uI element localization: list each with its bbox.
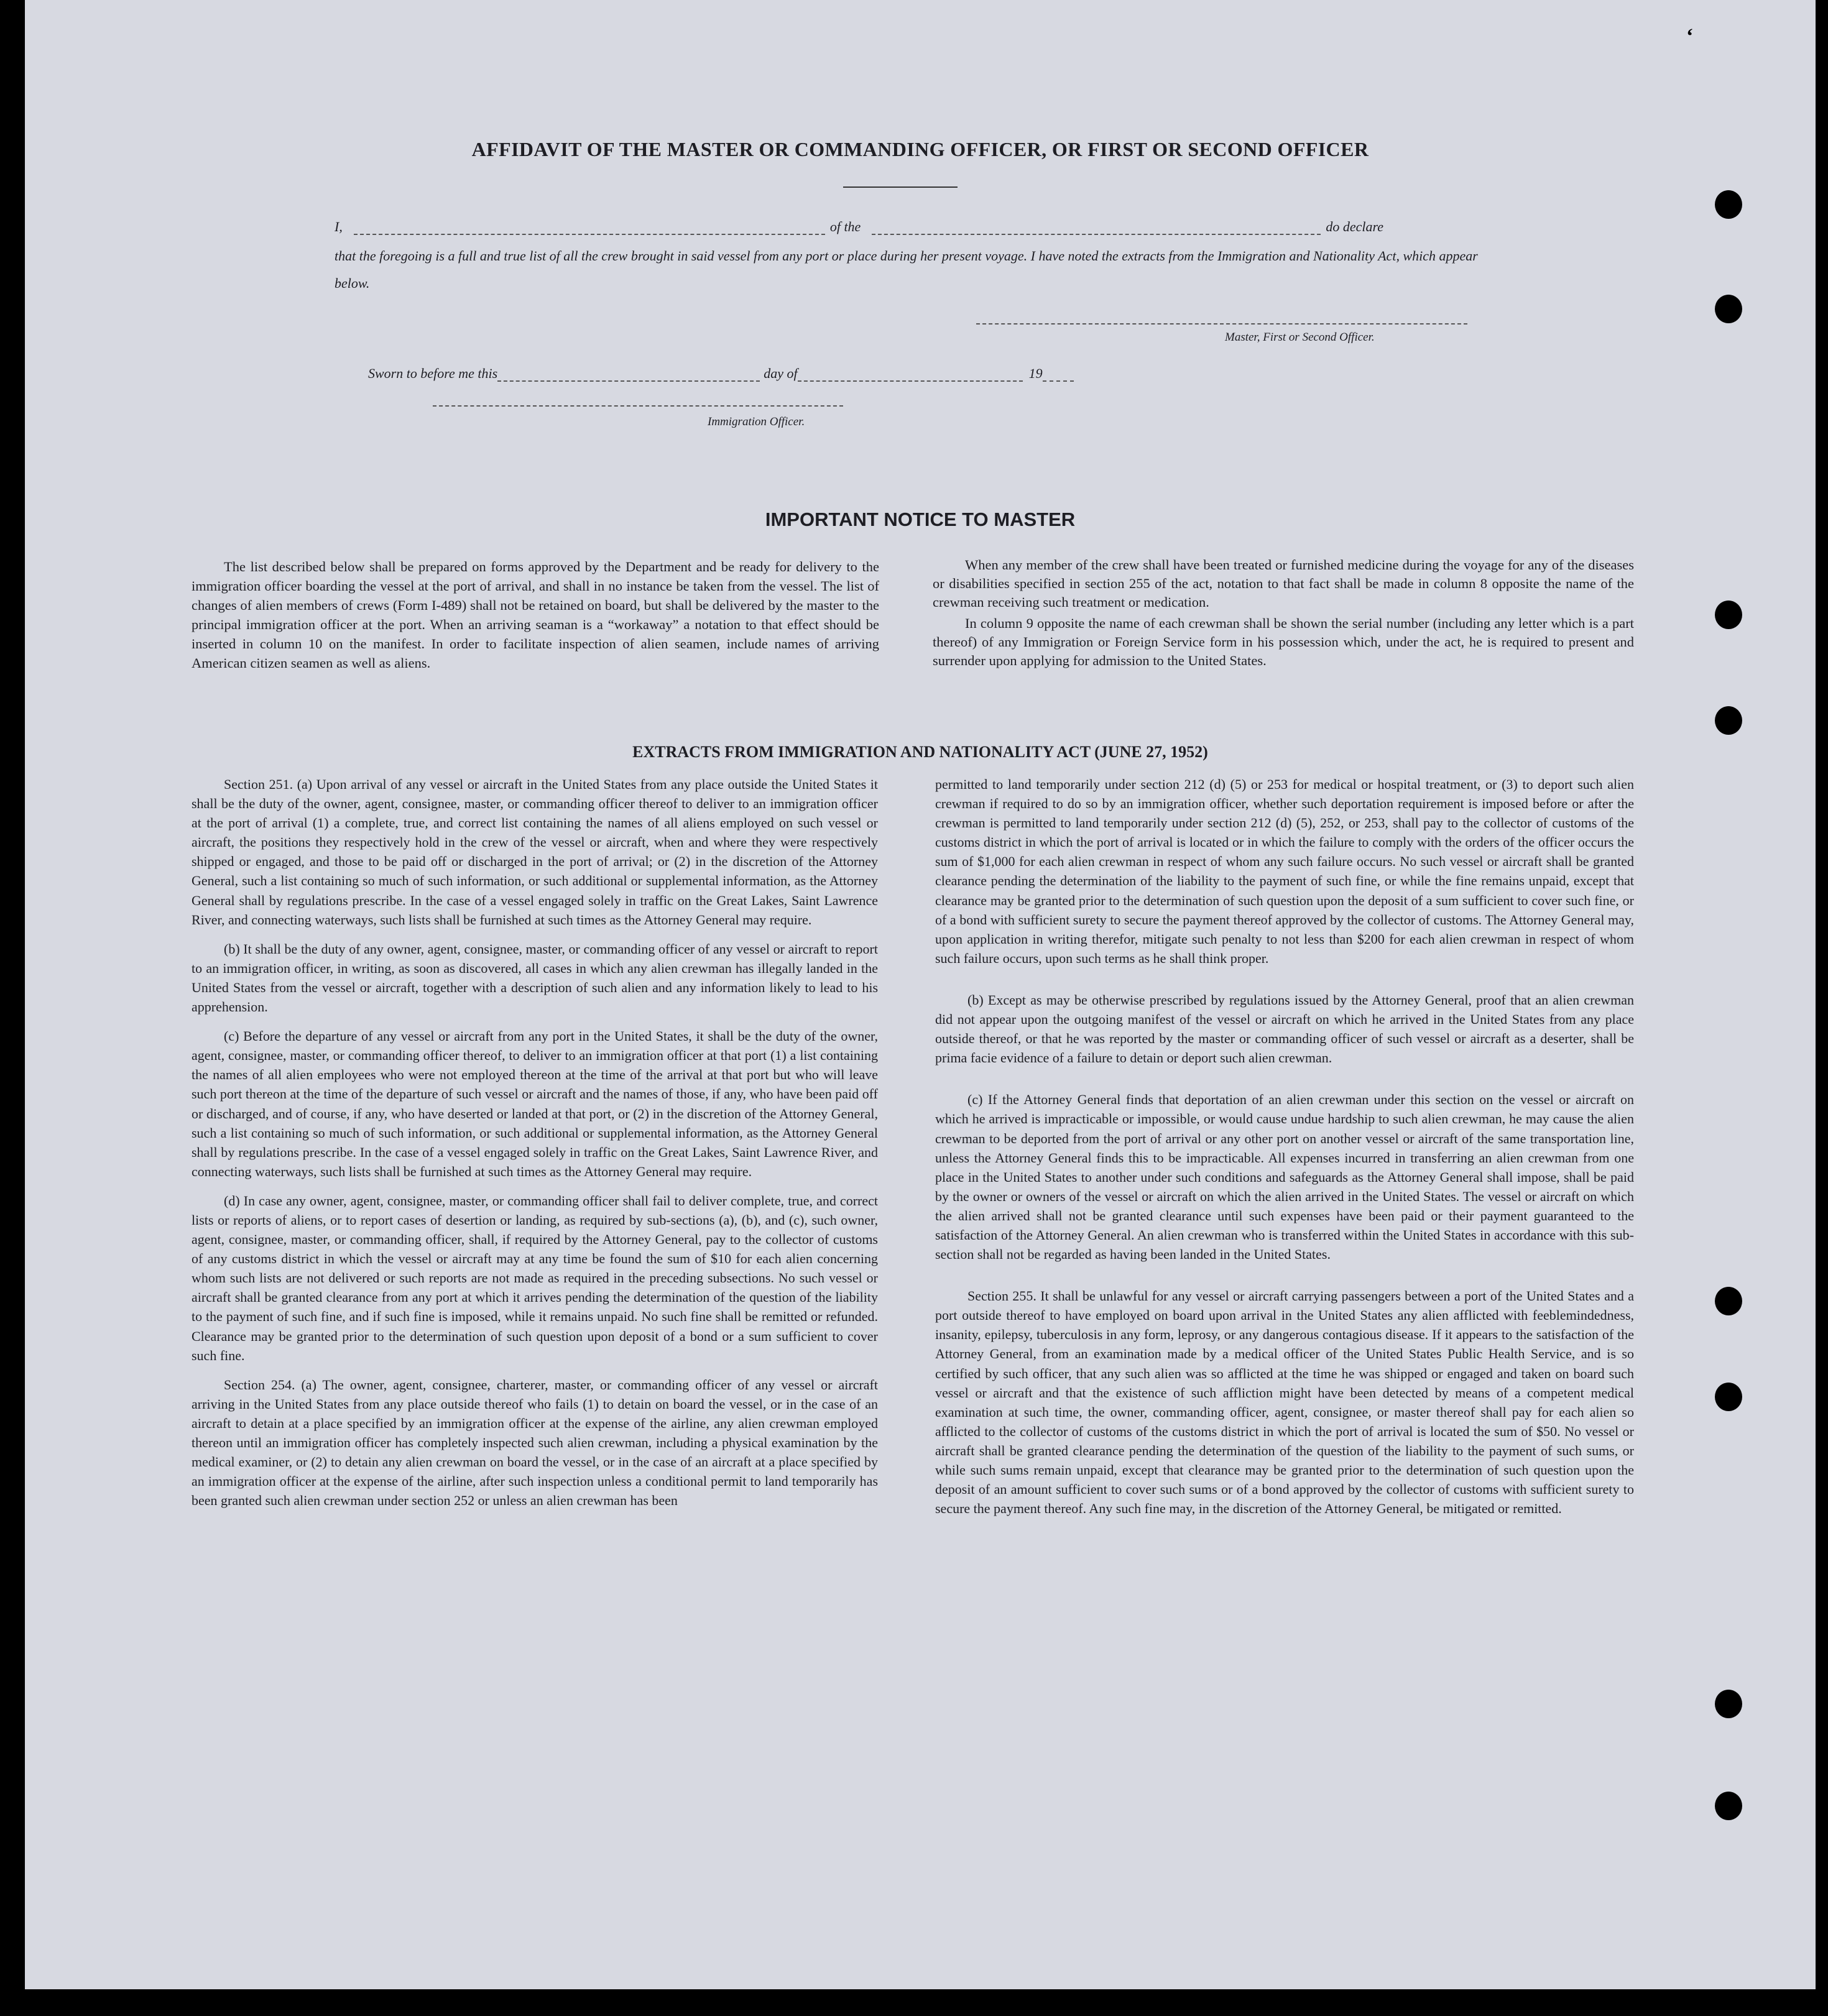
sworn-line (368, 366, 1074, 382)
notice-paragraph: The list described below shall be prepared on forms approved by the Department and be ready for delivery to the immigration officer boarding the vessel at the port of arrival, and shall in no instance be taken from the vessel. The list of changes of alien members of crews (Form I-489) shall not be retained on board, but shall be delivered by the master to the principal immigration officer at the port. When an arriving seaman is a “workaway” a notation to that effect should be inserted in column 10 on the manifest. In order to facilitate inspection of alien seamen, include names of arriving American citizen seamen as well as aliens. (192, 559, 879, 671)
sworn-label: Sworn to before me this (368, 366, 498, 381)
sworn-month-field[interactable] (798, 369, 1023, 382)
extracts-right-column (935, 775, 1634, 1528)
notice-paragraph: When any member of the crew shall have been treated or furnished medicine during the voyage for any of the diseases or disabilities specified in section 255 of the act, notation to that fact shall be made in column 8 opposite the name of the crewman receiving such treatment or medication. (933, 557, 1634, 610)
section-paragraph: (b) It shall be the duty of any owner, agent, consignee, master, or commanding officer of any vessel or aircraft to report to an immigration officer, in writing, as soon as discovered, all cases in which any alien crewman has illegally landed in the United States from the vessel or aircraft, together with a description of such alien and any information likely to lead to his apprehension. (192, 941, 878, 1015)
do-declare-label: do declare (1326, 219, 1383, 234)
section-paragraph: permitted to land temporarily under section 212 (d) (5) or 253 for medical or hospital treatment, or (3) to deport such alien crewman if required to do so by an immigration officer, whether such deportation requirement is imposed before or after the crewman is permitted to land temporarily under section 212 (d) (5), 252, or 253, shall pay to the collector of customs of the customs district in which the port of arrival is located or in which the failure to comply with the orders of the officer occurs the sum of $1,000 for each alien crewman in respect of whom any such failure occurs. No such vessel or aircraft shall be granted clearance pending the determination of the liability to the payment of such fine, or while the fine remains unpaid, except that clearance may be granted prior to the determination of such question upon the deposit of a sum sufficient to cover such fine, or of a bond with sufficient surety to secure the payment thereof approved by the collector of customs. The Attorney General may, upon application in writing therefor, mitigate such penalty to not less than $200 for each alien crewman in respect of whom such failure occurs, upon such terms as he shall think proper. (935, 776, 1634, 966)
section-paragraph: Section 255. It shall be unlawful for any vessel or aircraft carrying passengers between a port of the United States and a port outside thereof to have employed on board upon arrival in the United States any alien afflicted with feeblemindedness, insanity, epilepsy, tuberculosis in any form, leprosy, or any dangerous contagious disease. If it appears to the satisfaction of the Attorney General, from an examination made by a medical officer of the United States Public Health Service, and is so certified by such officer, that any such alien was so afflicted at the time he was shipped or engaged and taken on board such vessel or aircraft and that the existence of such affliction might have been detected by means of a competent medical examination at such time, the owner, commanding officer, agent, consignee, or master thereof shall pay for each alien so afflicted to the collector of customs of the customs district in which the port of arrival is located the sum of $50. No vessel or aircraft shall be granted clearance pending the determination of the question of the liability to the payment of such sums, or while such sums remain unpaid, except that clearance may be granted prior to the determination of such question upon the deposit of an amount sufficient to cover such sums or of a bond approved by the collector of customs with sufficient surety to secure the payment thereof. Any such fine may, in the discretion of the Attorney General, be mitigated or remitted. (935, 1288, 1634, 1517)
declaration-first-line (335, 219, 1496, 235)
section-paragraph: (c) If the Attorney General finds that deportation of an alien crewman under this section on the vessel or aircraft on which he arrived is impracticable or impossible, or would cause undue hardship to such alien crewman, he may cause the alien crewman to be deported from the port of arrival or any other port on another vessel or aircraft of the same transportation line, unless the Attorney General finds this to be impracticable. All expenses incurred in transferring an alien crewman from one place in the United States to another under such conditions and safeguards as the Attorney General shall impose, shall be paid by the owner or owners of the vessel or aircraft on which the alien arrived in the United States. The vessel or aircraft on which the alien arrived shall not be granted clearance until such expenses have been paid or their payment guaranteed to the satisfaction of the Attorney General. An alien crewman who is transferred within the United States in accordance with this sub-section shall not be regarded as having been landed in the United States. (935, 1092, 1634, 1263)
punch-hole (1715, 295, 1742, 323)
name-field[interactable] (354, 223, 825, 235)
year-prefix: 19 (1028, 366, 1043, 381)
punch-hole (1715, 601, 1742, 629)
title-rule (843, 186, 958, 188)
notice-paragraph: In column 9 opposite the name of each crewman shall be shown the serial number (including any letter which is a part thereof) of any Immigration or Foreign Service form in his possession which, under the act, he is required to present and surrender upon applying for admission to the United States. (933, 615, 1634, 668)
immigration-officer-signature-line[interactable] (433, 405, 843, 407)
section-paragraph: (d) In case any owner, agent, consignee, master, or commanding officer shall fail to deliver complete, true, and correct lists or reports of aliens, or to report cases of desertion or landing, as required by sub-sections (a), (b), and (c), such owner, agent, consignee, master, or commanding officer, shall, if required by the Attorney General, pay to the collector of customs of any customs district in which the vessel or aircraft may at any time be found the sum of $10 for each alien concerning whom such lists are not delivered or such reports are not made as required in the preceding subsections. No such vessel or aircraft shall be granted clearance from any port at which it arrives pending the determination of the question of the liability to the payment of such fine, and if such fine is imposed, while it remains unpaid. No such fine shall be remitted or refunded. Clearance may be granted prior to the determination of such question upon deposit of a bond or a sum sufficient to cover such fine. (192, 1192, 878, 1363)
affidavit-title: AFFIDAVIT OF THE MASTER OR COMMANDING OFFICER, OR FIRST OR SECOND OFFICER (471, 138, 1369, 160)
extracts-left-column (192, 775, 878, 1520)
section-paragraph: (c) Before the departure of any vessel or aircraft from any port in the United States, it shall be the duty of the owner, agent, consignee, master, or commanding officer thereof, to deliver to an immigration officer at that port (1) a list containing the names of all alien employees who were not employed thereon at the time of the arrival at that port but who will leave such port thereon at the time of the departure of such vessel or aircraft and the names of those, if any, who have been paid off or discharged, and of course, if any, who have deserted or landed at that port, or (2) in the discretion of the Attorney General, such a list containing so much of such information, or such additional or supplemental information, as the Attorney General shall by regulations prescribe. In the case of a vessel engaged solely in traffic on the Great Lakes, Saint Lawrence River, and connecting waterways, such lists shall be furnished at such times as the Attorney General may require. (192, 1028, 878, 1179)
punch-hole (1715, 190, 1742, 219)
sworn-year-field[interactable] (1043, 369, 1074, 382)
vessel-field[interactable] (872, 223, 1321, 235)
extracts-title: EXTRACTS FROM IMMIGRATION AND NATIONALITY ACT (JUNE 27, 1952) (632, 743, 1208, 761)
punch-hole (1715, 706, 1742, 735)
i-label: I, (335, 219, 343, 234)
document-page (25, 0, 1816, 1989)
punch-hole (1715, 1690, 1742, 1718)
of-the-label: of the (829, 219, 861, 234)
notice-title: IMPORTANT NOTICE TO MASTER (765, 509, 1076, 530)
declaration-text: that the foregoing is a full and true list of all the crew brought in said vessel from any port or place during her present voyage. I have noted the extracts from the Immigration and Nationality Act, which appear below. (335, 248, 1478, 291)
immigration-officer-label: Immigration Officer. (708, 415, 805, 428)
punch-hole (1715, 1287, 1742, 1315)
section-paragraph: (b) Except as may be otherwise prescribed by regulations issued by the Attorney General, proof that an alien crewman did not appear upon the outgoing manifest of the vessel or aircraft on which he arrived in the United States from any place outside thereof, or that he was reported by the master or commanding officer of such vessel or aircraft as a deserter, shall be prima facie evidence of a failure to detain or deport such alien crewman. (935, 992, 1634, 1066)
master-signature-label: Master, First or Second Officer. (1225, 331, 1375, 344)
section-paragraph: Section 254. (a) The owner, agent, consignee, charterer, master, or commanding officer of any vessel or aircraft arriving in the United States from any place outside thereof who fails (1) to detain on board the vessel, or in the case of an aircraft to detain at a place specified by an immigration officer at the expense of the airline, any alien crewman employed thereon until an immigration officer has completely inspected such alien crewman, including a physical examination by the medical examiner, or (2) to detain any alien crewman on board the vessel, or in the case of an aircraft at a place specified by an immigration officer at the expense of the airline, after such inspection unless a conditional permit to land temporarily has been granted such alien crewman under section 252 or unless an alien crewman has been (192, 1376, 878, 1509)
notice-left-column (192, 557, 879, 680)
master-signature-line[interactable] (976, 323, 1467, 324)
punch-hole (1715, 1792, 1742, 1820)
notice-right-column (933, 556, 1634, 678)
punch-hole (1715, 1383, 1742, 1411)
day-of-label: day of (764, 366, 798, 381)
section-paragraph: Section 251. (a) Upon arrival of any vessel or aircraft in the United States from any place outside the United States it shall be the duty of the owner, agent, consignee, master, or commanding officer thereof to deliver to an immigration officer at the port of arrival (1) a complete, true, and correct list containing the names of all aliens employed on such vessel or aircraft, the positions they respectively hold in the crew of the vessel or aircraft, when and where they were respectively shipped or engaged, and those to be paid off or discharged in the port of arrival; or (2) in the discretion of the Attorney General, such a list containing so much of such information, or such additional or supplemental information, as the Attorney General shall by regulations prescribe. In the case of a vessel engaged solely in traffic on the Great Lakes, Saint Lawrence River, and connecting waterways, such lists shall be furnished at such times as the Attorney General may require. (192, 776, 878, 927)
sworn-day-field[interactable] (497, 369, 760, 382)
corner-mark: ‘ (1686, 25, 1694, 48)
